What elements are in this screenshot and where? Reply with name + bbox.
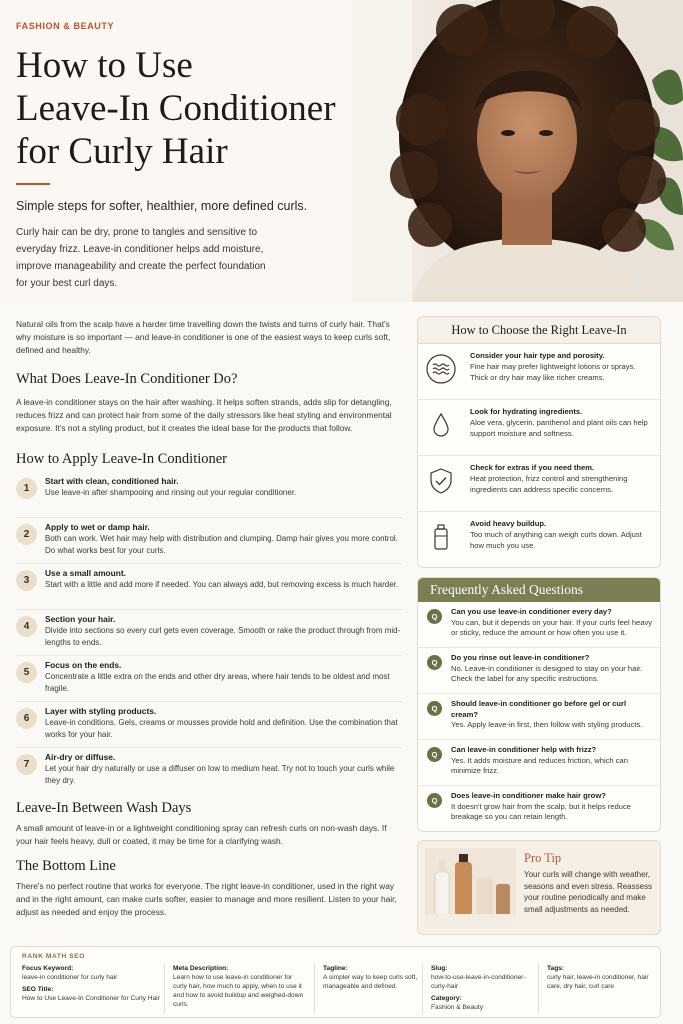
step-item (16, 656, 402, 702)
step-number: 4 (16, 616, 37, 637)
bottom-line-heading: The Bottom Line (16, 858, 116, 874)
tags-value: curly hair, leave-in conditioner, hair care, dry hair, curl care (547, 974, 649, 990)
title-line-1: How to Use (16, 45, 193, 86)
choose-item (418, 400, 660, 456)
steps-list (16, 472, 402, 794)
faq-item[interactable] (418, 740, 660, 786)
what-heading: What Does Leave-In Conditioner Do? (16, 371, 238, 387)
step-number: 1 (16, 478, 37, 499)
step-text: Concentrate a little extra on the ends and other dry areas, where hair tends to be oldest and most fragile. (45, 672, 390, 693)
seo-col-meta (164, 964, 306, 1014)
step-title: Section your hair. (45, 614, 116, 624)
step-item (16, 702, 402, 748)
seo-box (10, 946, 661, 1018)
meta-description-value: Learn how to use leave-in conditioner for curly hair, how much to apply, when to use it and how to avoid buildup and weighed-down curls. (173, 974, 304, 1008)
faq-heading: Frequently Asked Questions (418, 578, 660, 602)
choose-item-title: Look for hydrating ingredients. (470, 407, 583, 416)
shield-check-icon (426, 466, 456, 511)
meta-description-label: Meta Description: (173, 965, 229, 972)
focus-keyword-label: Focus Keyword: (22, 965, 74, 972)
faq-answer: It doesn't grow hair from the scalp, but it helps reduce breakage so you can retain length. (451, 801, 631, 821)
seo-title-label: SEO Title: (22, 986, 54, 993)
faq-answer: You can, but it depends on your hair. If your curls feel heavy or sticky, reduce the amount or how often you use it. (451, 617, 653, 637)
what-paragraph: A leave-in conditioner stays on the hair after washing. It helps soften strands, adds slip for detangling, reduces frizz and can protect hair from some of the daily stressors like heat styling and environmental exposure. It's not a styling product, but it creates the ideal base for the products that follow. (16, 397, 392, 433)
step-number: 6 (16, 708, 37, 729)
step-text: Leave-in conditions. Gels, creams or mousses provide hold and definition. Use the combination that works for your hair. (45, 718, 398, 739)
bottle-icon (426, 522, 456, 568)
seo-col-slug (422, 964, 538, 1014)
step-item (16, 610, 402, 656)
category-meta-label: Category: (431, 995, 462, 1002)
pro-tip-card (417, 840, 661, 935)
step-number: 5 (16, 662, 37, 683)
hero-illustration (352, 0, 683, 302)
category-meta-value: Fashion & Beauty (431, 1004, 484, 1011)
faq-answer: No. Leave-in conditioner is designed to stay on your hair. Check the label for any specific instructions. (451, 663, 643, 683)
faq-question: Can leave-in conditioner help with frizz? (451, 745, 597, 754)
intro-paragraph: Curly hair can be dry, prone to tangles and sensitive to everyday frizz. Leave-in conditioner helps add moisture, improve manageability and create the perfect foundation for your best curl days. (16, 227, 266, 289)
faq-item[interactable] (418, 602, 660, 648)
faq-card (417, 577, 661, 832)
step-title: Layer with styling products. (45, 706, 157, 716)
choose-item-title: Check for extras if you need them. (470, 463, 595, 472)
step-title: Apply to wet or damp hair. (45, 522, 150, 532)
droplet-icon (426, 410, 456, 455)
seo-col-tags (538, 964, 654, 1014)
question-badge: Q (427, 609, 442, 624)
faq-question: Do you rinse out leave-in conditioner? (451, 653, 590, 662)
step-title: Use a small amount. (45, 568, 126, 578)
slug-label: Slug: (431, 965, 448, 972)
choose-item-text: Too much of anything can weigh curls down. Adjust how much you use. (470, 530, 642, 550)
pro-tip-text: Your curls will change with weather, seasons and even stress. Reassess your routine periodically and make small adjustments as needed. (524, 870, 653, 914)
choose-heading: How to Choose the Right Leave-In (418, 317, 660, 344)
seo-col-keyword (22, 964, 162, 1014)
question-badge: Q (427, 747, 442, 762)
step-item (16, 564, 402, 610)
step-title: Focus on the ends. (45, 660, 122, 670)
hero-photo-curly-hair-woman (352, 0, 683, 302)
title-divider (16, 183, 50, 185)
focus-keyword-value: leave-in conditioner for curly hair (22, 974, 118, 981)
step-text: Let your hair dry naturally or use a diffuser on low to medium heat. Try not to touch your curls while they dry. (45, 764, 395, 785)
between-heading: Leave-In Between Wash Days (16, 800, 192, 816)
step-number: 3 (16, 570, 37, 591)
choose-item-text: Fine hair may prefer lightweight lotions or sprays. Thick or dry hair may like richer creams. (470, 362, 636, 382)
step-text: Both can work. Wet hair may help with distribution and clumping. Damp hair gives you more control. Do what works best for your curls. (45, 534, 398, 555)
article-body (16, 318, 402, 919)
faq-answer: Yes. Apply leave-in first, then follow with styling products. (451, 720, 643, 729)
faq-question: Can you use leave-in conditioner every day? (451, 607, 612, 616)
choose-item (418, 344, 660, 400)
seo-title-value: How to Use Leave-In Conditioner for Curly Hair (22, 995, 160, 1002)
step-text: Start with a little and add more if needed. You can always add, but removing excess is much harder. (45, 580, 399, 589)
faq-item[interactable] (418, 786, 660, 832)
step-item (16, 748, 402, 794)
choose-card (417, 316, 661, 568)
choose-item (418, 456, 660, 512)
faq-answer: Yes. It adds moisture and reduces friction, which can minimize frizz. (451, 755, 628, 775)
step-text: Divide into sections so every curl gets even coverage. Smooth or rake the product through from mid-lengths to ends. (45, 626, 401, 647)
choose-item (418, 512, 660, 568)
tagline-value: A simpler way to keep curls soft, manageable and defined. (323, 974, 418, 990)
choose-item-title: Avoid heavy buildup. (470, 519, 547, 528)
apply-heading: How to Apply Leave-In Conditioner (16, 451, 228, 467)
between-paragraph: A small amount of leave-in or a lightweight conditioning spray can refresh curls on non-wash days. If your hair feels heavy, dull or coated, it may be time for a clarifying wash. (16, 823, 387, 846)
pro-tip-photo-products (425, 848, 516, 927)
faq-item[interactable] (418, 648, 660, 694)
step-item (16, 472, 402, 518)
seo-col-tagline (314, 964, 422, 1014)
category-label[interactable]: FASHION & BEAUTY (16, 21, 115, 31)
question-badge: Q (427, 655, 442, 670)
choose-item-text: Heat protection, frizz control and strengthening ingredients can address specific concerns. (470, 474, 628, 494)
faq-question: Does leave-in conditioner make hair grow? (451, 791, 606, 800)
tagline-label: Tagline: (323, 965, 348, 972)
pro-tip-heading: Pro Tip (524, 851, 562, 865)
subtitle: Simple steps for softer, healthier, more defined curls. (16, 199, 308, 213)
step-number: 7 (16, 754, 37, 775)
seo-label: RANK MATH SEO (22, 953, 85, 960)
step-item (16, 518, 402, 564)
title-line-2: Leave-In Conditioner (16, 88, 336, 129)
faq-question: Should leave-in conditioner go before gel or curl cream? (451, 699, 627, 719)
slug-value: how-to-use-leave-in-conditioner-curly-hair (431, 974, 526, 990)
step-text: Use leave-in after shampooing and rinsing out your regular conditioner. (45, 488, 297, 497)
faq-item[interactable] (418, 694, 660, 740)
choose-item-text: Aloe vera, glycerin, panthenol and plant oils can help support moisture and softness. (470, 418, 648, 438)
tags-label: Tags: (547, 965, 565, 972)
wave-icon (426, 354, 456, 399)
step-title: Air-dry or diffuse. (45, 752, 116, 762)
step-number: 2 (16, 524, 37, 545)
hero (0, 0, 683, 302)
page-title (16, 44, 376, 173)
choose-item-title: Consider your hair type and porosity. (470, 351, 605, 360)
opening-paragraph: Natural oils from the scalp have a harder time travelling down the twists and turns of curly hair. That's why moisture is so important — and leave-in conditioner is one of the easiest ways to keep curls soft, defined and healthy. (16, 319, 391, 355)
title-line-3: for Curly Hair (16, 131, 228, 172)
step-title: Start with clean, conditioned hair. (45, 476, 179, 486)
question-badge: Q (427, 793, 442, 808)
question-badge: Q (427, 701, 442, 716)
bottom-line-paragraph: There's no perfect routine that works for everyone. The right leave-in conditioner, used in the right way and in the right amount, can make curls softer, easier to manage and more resilient. Listen to your hair, adjust as needed and enjoy the process. (16, 881, 397, 917)
